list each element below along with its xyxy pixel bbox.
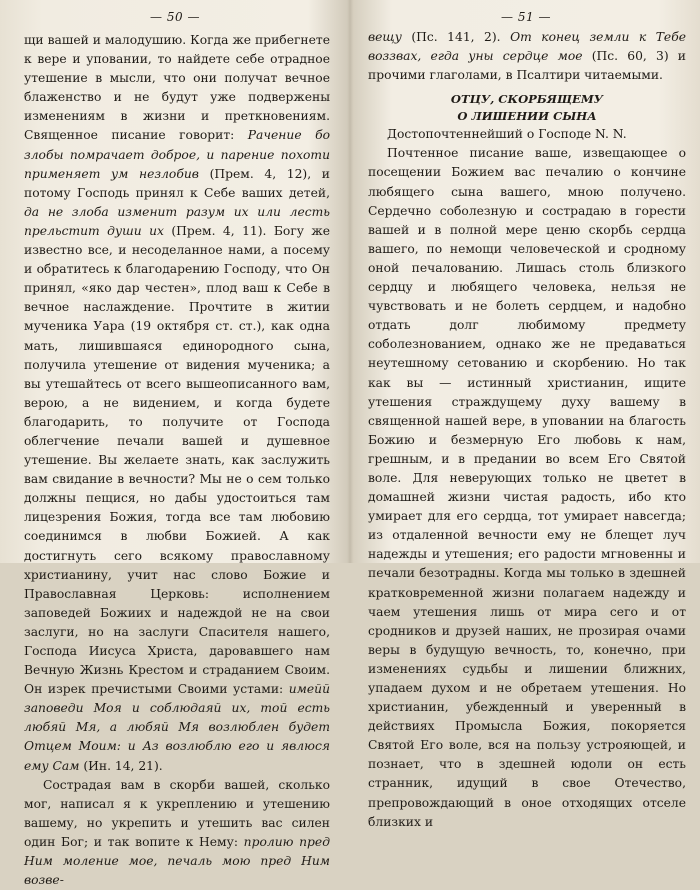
paragraph	[24, 776, 330, 890]
heading-line: О ЛИШЕНИИ СЫНА	[457, 109, 597, 124]
heading-line: ОТЦУ, СКОРБЯЩЕМУ	[450, 92, 604, 107]
text-run: (Ин. 14, 21).	[79, 758, 163, 773]
paragraph	[368, 144, 686, 831]
left-page-text	[24, 31, 330, 890]
text-run: Сострадая вам в скорби вашей, сколько мог, написал я к укреплению и утешению вашему, но укрепить и утешить вас силен один Бог; и так вопите к Нему:	[24, 777, 330, 849]
italic-quote: пролию пред Ним моление мое, печаль мою пред Ним возве-	[24, 834, 330, 888]
right-page-text	[368, 28, 686, 832]
letter-heading	[368, 91, 686, 125]
text-run: щи вашей и малодушию. Когда же прибегнете к вере и уповании, то найдете себе отрадное утешение в мысли, что они получат вечное блаженство и не будут уже подвержены изменениям в жизни и преткновениям. Священное писание говорит:	[24, 33, 330, 143]
letter-address: Достопочтеннейший о Господе N. N.	[387, 127, 627, 142]
text-run: (Прем. 4, 11). Богу же известно все, и несоделанное нами, а посему и обратитесь к благодарению Господу, что Он принял, «яко дар честен», плод ваш к Себе в вечное наслаждение. Прочтите в житии мученика Уара (19 октября ст. ст.), как одна мать, лишившаяся единородного сына, получила утешение от видения мученика; а вы утешайтесь от всего вышеописанного вам, верою, а не видением, и когда будете благодарить, то получите от Господа облегчение печали вашей и душевное утешение. Вы желаете знать, как заслужить вам свидание в вечности? Мы не о сем только должны пещися, но дабы удостоиться там лицезрения Божия, тогда все там любовию соединимся в любви Божией. А как достигнуть сего всякому православному христианину, учит нас слово Божие и Православная Церковь: исполнением заповедей Божиих и надеждой не на свои заслуги, но на заслуги Спасителя нашего, Господа Иисуса Христа, даровавшего нам Вечную Жизнь Крестом и страданием Своим. Он изрек пречистыми Своими устами:	[24, 223, 331, 697]
left-page	[0, 0, 350, 888]
italic-quote: да не злоба изменит разум их или лесть прельстит души их	[24, 204, 330, 238]
italic-quote: имейй заповеди Моя и соблюдаяй их, той есть любяй Мя, а любяй Мя возлюблен будет Отцем Моим: и Аз возлюблю его и явлюся ему Сам	[24, 682, 330, 773]
right-page	[352, 0, 700, 829]
italic-quote: вещу	[368, 30, 402, 44]
page-number: — 50 —	[150, 10, 200, 24]
text-run: (Прем. 4, 12), и потому Господь принял к Себе ваших детей,	[24, 166, 330, 200]
letter-body	[368, 144, 686, 831]
text-run: (Пс. 141, 2).	[401, 30, 511, 44]
text-run: Почтенное писание ваше, извещающее о посещении Божием вас печалию о кончине любящего сына вашего, мною получено. Сердечно соболезную и сострадаю в горести вашей и в полной мере ценю скорбь сердца вашего, по немощи человеческой и сродному оной печалованию. Лишась столь близкого сердцу и любящего человека, нельзя не чувствовать и не болеть сердцем, и надобно отдать долг любимому предмету соболезнованием, однако же не предаваться неутешному сетованию и скорбению. Но так как вы — истинный христианин, ищите утешения страждущему духу вашему в священной нашей вере, в уповании на благость Божию и безмерную Его любовь к нам, грешным, и в предании во всем Его Святой воле. Для неверующих только не цветет в домашней жизни чистая радость, ибо кто умирает для его сердца, тот умирает навсегда; из отдаленной вечности ему не блещет луч надежды и утешения; его радости мгновенны и печали безотрадны. Когда мы только в здешней кратковременной жизни полагаем надежду и чаем утешения лишь от мира сего и от сродников и друзей наших, не прозирая очами веры в будущую вечность, то, конечно, при изменениях судьбы и лишении ближних, упадаем духом и не обретаем утешения. Но христианин, убежденный и уверенный в действиях Промысла Божия, покоряется Святой Его воле, вся на пользу устрояющей, и познает, что в здешней юдоли он есть странник, идущий в свое Отечество, препровождающий в оное отходящих отселе близких и	[368, 146, 686, 829]
continued-paragraph	[368, 28, 686, 85]
page-number: — 51 —	[501, 10, 551, 24]
italic-quote: Рачение бо злобы помрачает доброе, и парение похоти применяет ум незлобив	[24, 128, 330, 181]
italic-quote: От конец земли к Тебе воззвах, егда уны сердце мое	[368, 30, 686, 64]
paragraph	[24, 31, 330, 776]
text-run: (Пс. 60, 3) и прочими глаголами, в Псалтири читаемыми.	[368, 49, 687, 83]
